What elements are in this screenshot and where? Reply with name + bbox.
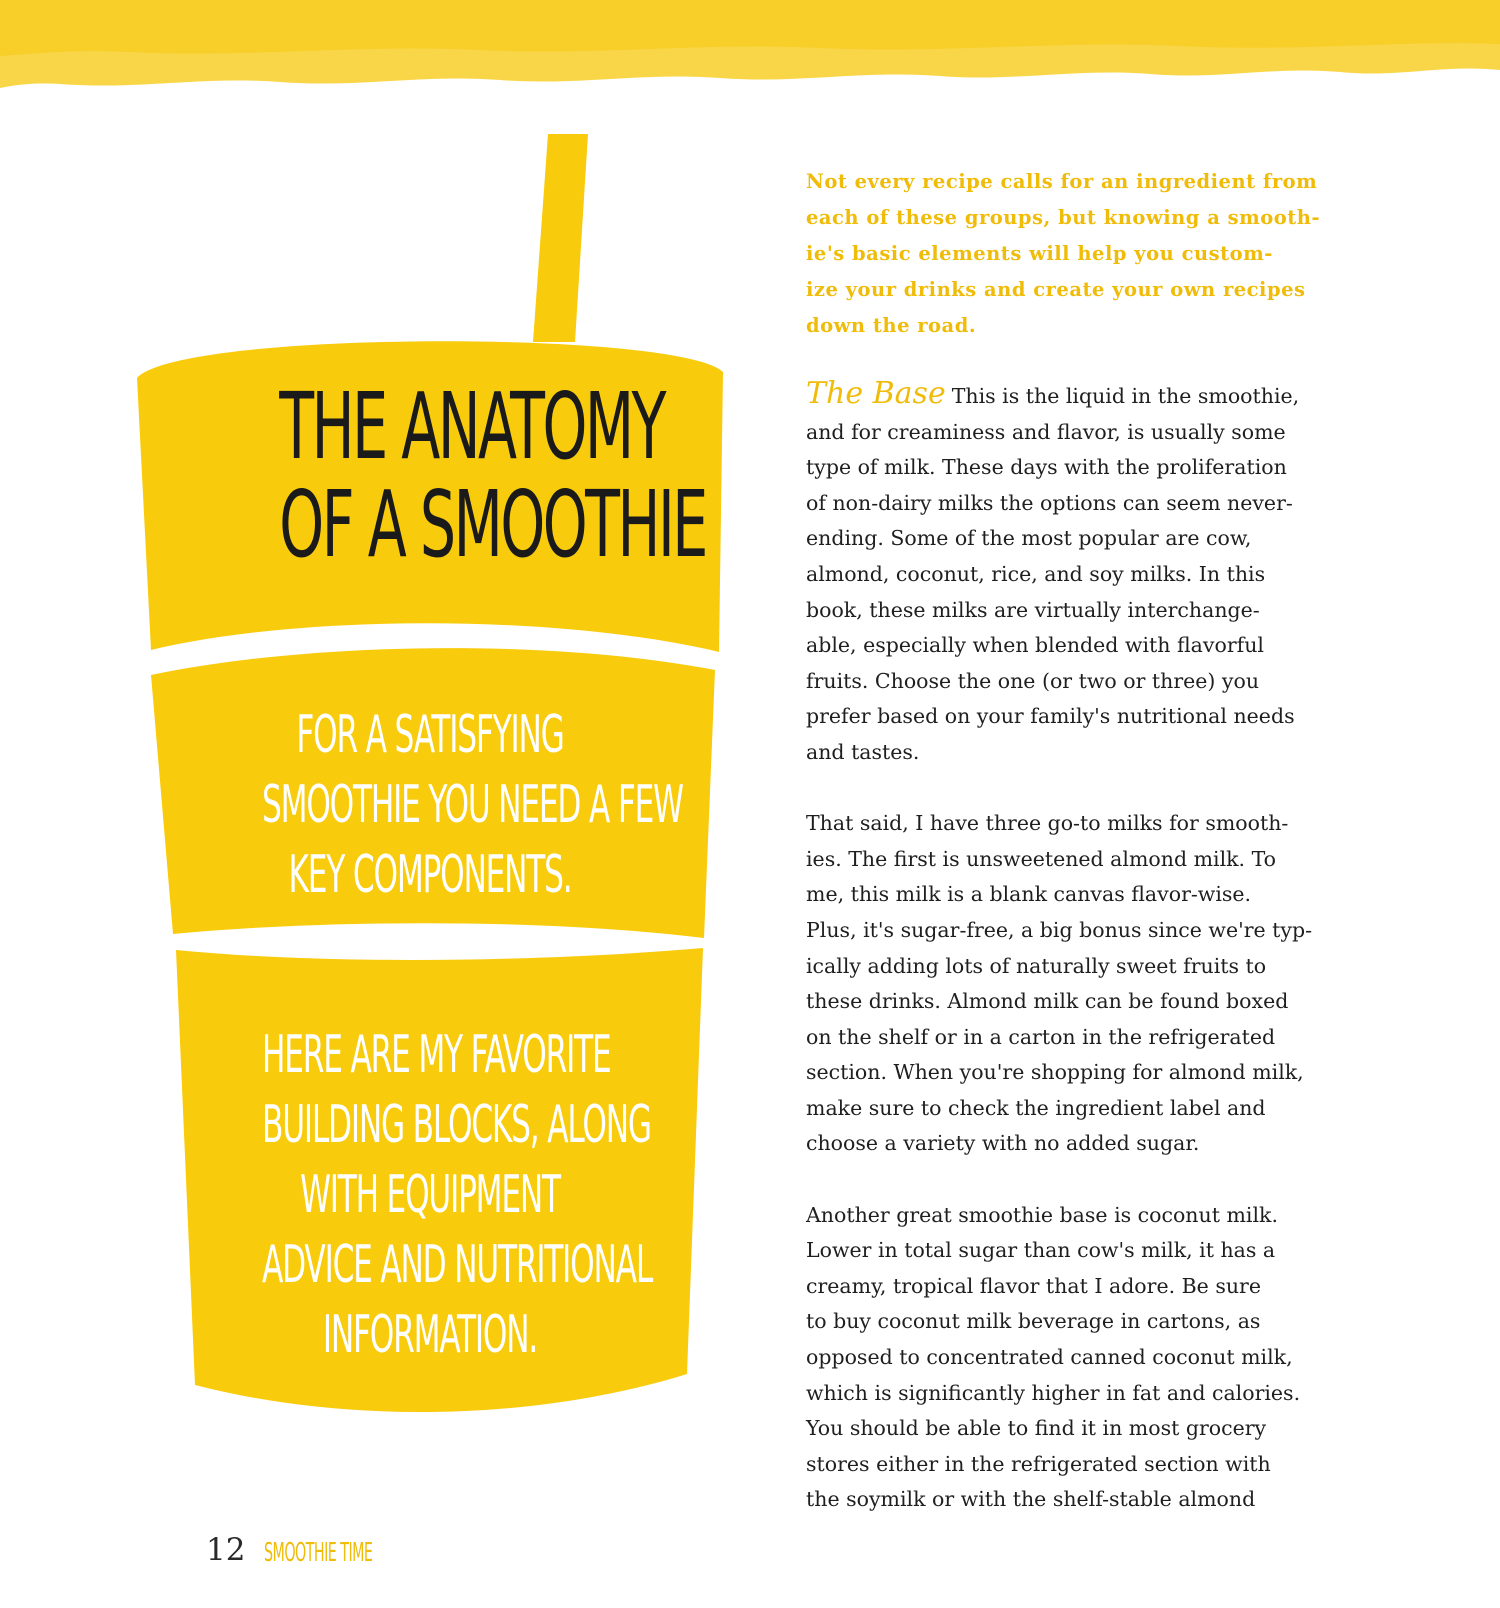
- callout-line: KEY COMPONENTS.: [288, 845, 572, 905]
- callout-line: FOR A SATISFYING: [296, 705, 564, 765]
- title-line: OF A SMOOTHIE: [279, 471, 706, 578]
- paragraph-line: Lower in total sugar than cow's milk, it has a: [806, 1238, 1276, 1263]
- paragraph-base: [806, 376, 1366, 771]
- intro-line: Not every recipe calls for an ingredient from: [806, 170, 1318, 193]
- cup-straw: [533, 134, 588, 342]
- title-line: THE ANATOMY: [279, 373, 665, 480]
- callout-line: WITH EQUIPMENT: [300, 1165, 560, 1225]
- callout-line: HERE ARE MY FAVORITE: [262, 1025, 611, 1085]
- paragraph-line: of non-dairy milks the options can seem never-: [806, 490, 1293, 515]
- cup-callout-building-blocks: [262, 1020, 653, 1370]
- callout-line: BUILDING BLOCKS, ALONG: [262, 1095, 651, 1155]
- paragraph-line: The Base This is the liquid in the smoothie,: [806, 376, 1300, 411]
- body-text-column: [806, 376, 1366, 1518]
- running-title: SMOOTHIE TIME: [264, 1538, 373, 1568]
- paragraph-coconut-milk: [806, 1198, 1366, 1518]
- paragraph-line: make sure to check the ingredient label and: [806, 1095, 1266, 1120]
- intro-line: ie's basic elements will help you custom-: [806, 242, 1273, 265]
- paragraph-line: creamy, tropical flavor that I adore. Be sure: [806, 1273, 1261, 1298]
- paragraph-line: book, these milks are virtually interchange-: [806, 597, 1260, 622]
- paragraph-line: ies. The first is unsweetened almond milk. To: [806, 846, 1277, 871]
- paragraph-line: the soymilk or with the shelf-stable almond: [806, 1487, 1256, 1512]
- paragraph-line: That said, I have three go-to milks for smooth-: [806, 811, 1289, 836]
- paragraph-line: prefer based on your family's nutritional needs: [806, 704, 1295, 729]
- paragraph-line: which is significantly higher in fat and calories.: [806, 1380, 1301, 1405]
- paragraph-line: choose a variety with no added sugar.: [806, 1131, 1200, 1156]
- intro-line: each of these groups, but knowing a smooth-: [806, 206, 1321, 229]
- paragraph-line: me, this milk is a blank canvas flavor-wise.: [806, 882, 1252, 907]
- paragraph-line: able, especially when blended with flavorful: [806, 633, 1264, 658]
- paragraph-line: and tastes.: [806, 739, 920, 764]
- paragraph-line: these drinks. Almond milk can be found boxed: [806, 989, 1289, 1014]
- base-lead-in: The Base: [806, 376, 946, 411]
- cup-callout-components: [262, 700, 683, 910]
- paragraph-line: on the shelf or in a carton in the refrigerated: [806, 1024, 1276, 1049]
- paragraph-line: stores either in the refrigerated section with: [806, 1451, 1271, 1476]
- callout-line: SMOOTHIE YOU NEED A FEW: [262, 775, 683, 835]
- callout-line: INFORMATION.: [322, 1305, 538, 1365]
- page-title: [279, 373, 706, 578]
- paragraph-line: opposed to concentrated canned coconut milk,: [806, 1345, 1293, 1370]
- callout-line: ADVICE AND NUTRITIONAL: [262, 1235, 653, 1295]
- paragraph-line: almond, coconut, rice, and soy milks. In this: [806, 561, 1266, 586]
- paragraph-line: ending. Some of the most popular are cow,: [806, 526, 1252, 551]
- paragraph-line: You should be able to find it in most grocery: [806, 1416, 1267, 1441]
- paragraph-line: type of milk. These days with the proliferation: [806, 455, 1287, 480]
- paragraph-almond-milk: [806, 806, 1366, 1162]
- paragraph-line: Plus, it's sugar-free, a big bonus since we're typ-: [806, 917, 1313, 942]
- page-number: 12: [206, 1532, 246, 1568]
- paragraph-line: to buy coconut milk beverage in cartons, as: [806, 1309, 1261, 1334]
- paragraph-line: fruits. Choose the one (or two or three) you: [806, 668, 1260, 693]
- paragraph-line: Another great smoothie base is coconut milk.: [806, 1202, 1278, 1227]
- paragraph-line: and for creaminess and flavor, is usually some: [806, 419, 1286, 444]
- intro-line: ize your drinks and create your own recipes: [806, 278, 1306, 301]
- paragraph-line: section. When you're shopping for almond milk,: [806, 1060, 1304, 1085]
- intro-paragraph: [806, 164, 1366, 344]
- paragraph-line: ically adding lots of naturally sweet fruits to: [806, 953, 1267, 978]
- intro-line: down the road.: [806, 314, 977, 337]
